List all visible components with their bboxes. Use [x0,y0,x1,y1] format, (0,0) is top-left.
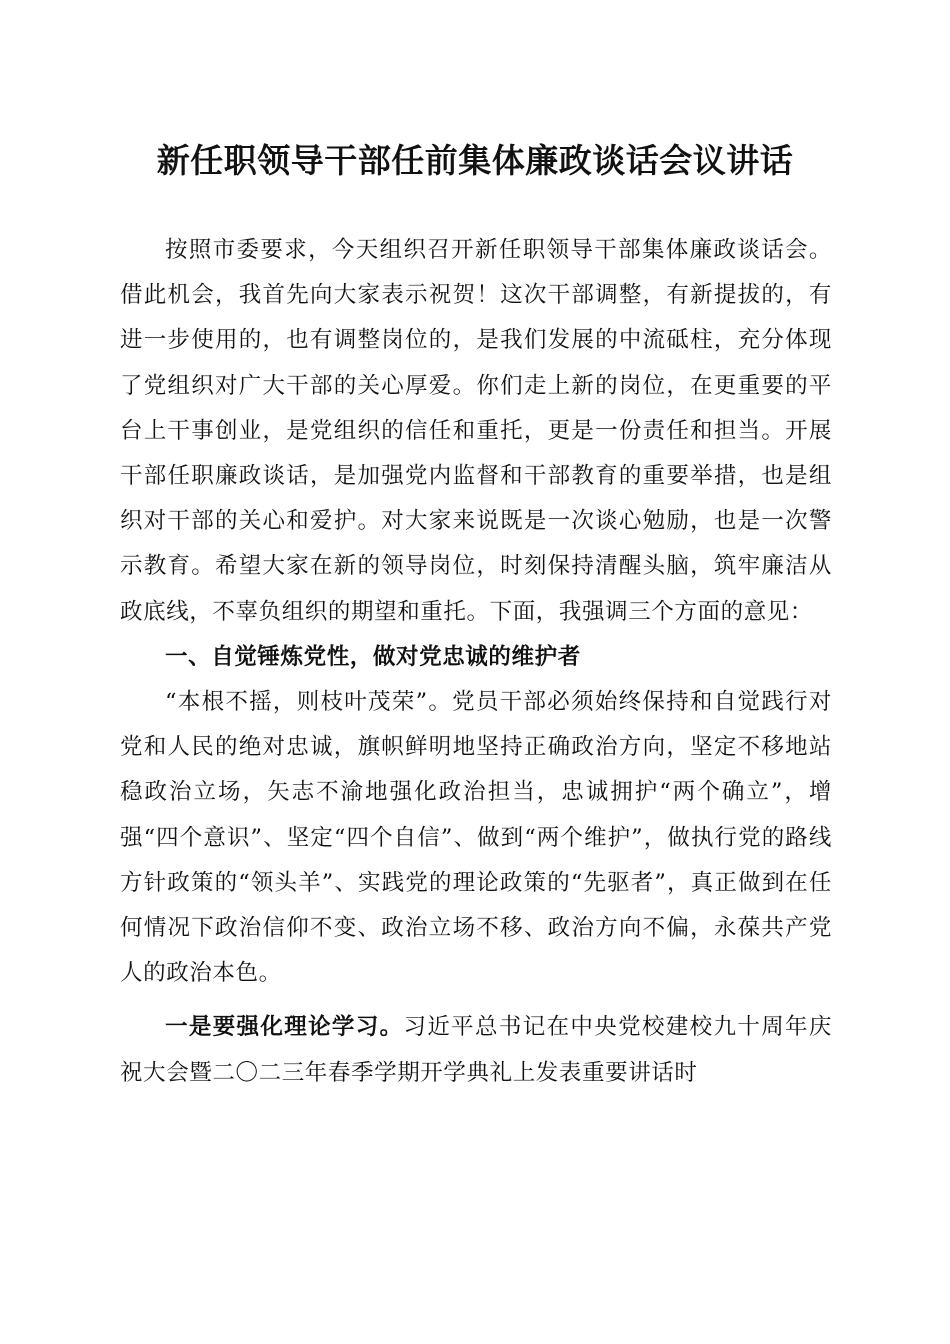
document-title: 新任职领导干部任前集体廉政谈话会议讲话 [156,141,794,180]
point-1-text: 习近平总书记在中央党校建校九十周年庆祝大会暨二〇二三年春季学期开学典礼上发表重要讲话时 [120,1014,832,1086]
section-1-paragraph: “本根不摇，则枝叶茂荣”。党员干部必须始终保持和自觉践行对党和人民的绝对忠诚，旗帜鲜明地坚持正确政治方向，坚定不移地站稳政治立场，矢志不渝地强化政治担当，忠诚拥护“两个确立”，增强“四个意识”、坚定“四个自信”、做到“两个维护”，做执行党的路线方针政策的“领头羊”、实践党的理论政策的“先驱者”，真正做到在任何情况下政治信仰不变、政治立场不移、政治方向不偏，永葆共产党人的政治本色。 [120,689,832,987]
intro-paragraph: 按照市委要求，今天组织召开新任职领导干部集体廉政谈话会。借此机会，我首先向大家表示祝贺！这次干部调整，有新提拔的，有进一步使用的，也有调整岗位的，是我们发展的中流砥柱，充分体现了党组织对广大干部的关心厚爱。你们走上新的岗位，在更重要的平台上干事创业，是党组织的信任和重托，更是一份责任和担当。开展干部任职廉政谈话，是加强党内监督和干部教育的重要举措，也是组织对干部的关心和爱护。对大家来说既是一次谈心勉励，也是一次警示教育。希望大家在新的领导岗位，时刻保持清醒头脑，筑牢廉洁从政底线，不辜负组织的期望和重托。下面，我强调三个方面的意见： [120,237,832,625]
section-heading-1: 一、自觉锤炼党性，做对党忠诚的维护者 [165,643,581,670]
point-1-lead: 一是要强化理论学习。 [165,1014,404,1041]
document-body [120,228,832,1096]
point-1-paragraph [120,1005,832,1095]
